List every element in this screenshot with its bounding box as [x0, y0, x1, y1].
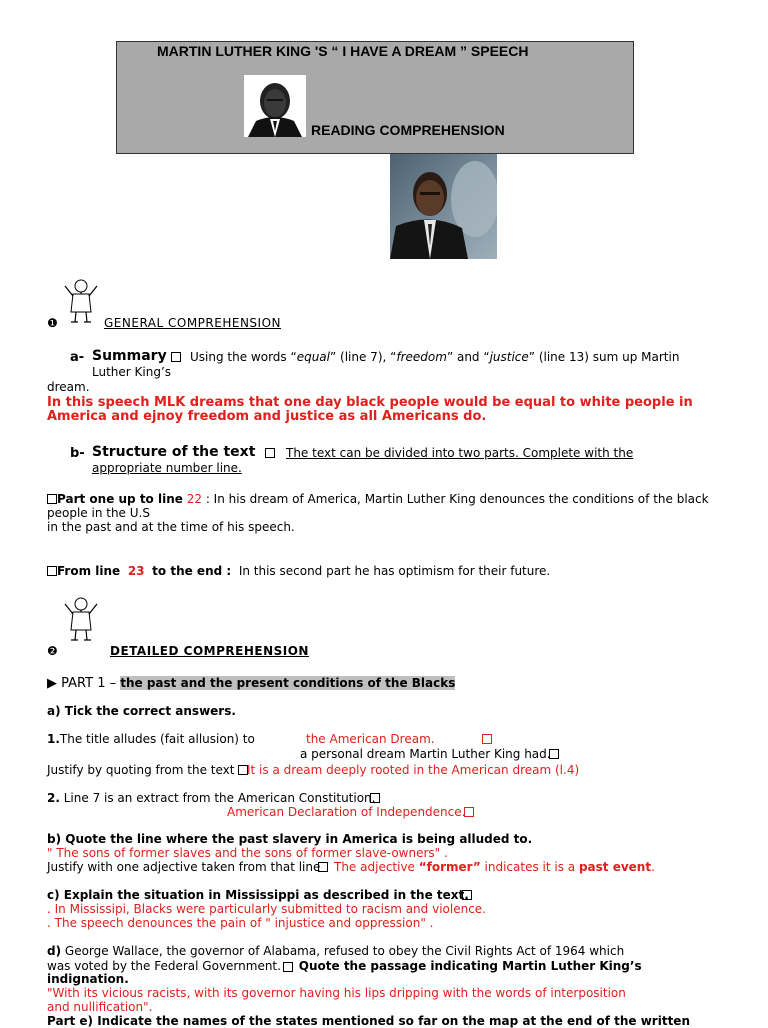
summary-instr-part3: ” and “	[446, 350, 490, 364]
q1-option1: the American Dream.	[306, 732, 435, 746]
summary-answer-line1: In this speech MLK dreams that one day black people would be equal to white people in	[47, 395, 693, 410]
section2-title: DETAILED COMPREHENSION	[110, 644, 309, 658]
question-b-justify: Justify with one adjective taken from that line	[47, 860, 321, 874]
question-b-answer2	[334, 860, 655, 874]
q1-row	[47, 732, 255, 746]
header-box	[116, 41, 634, 154]
part-dash: –	[109, 676, 117, 691]
summary-label: a-	[70, 350, 85, 365]
question-b-answer: " The sons of former slaves and the sons of former slave-owners" .	[47, 846, 448, 860]
summary-instr-part2: ” (line 7), “	[330, 350, 397, 364]
part2-label: From line	[57, 564, 121, 578]
q2-number: 2.	[47, 791, 60, 805]
part1-heading	[47, 676, 455, 691]
summary-instruction-line3: dream.	[47, 380, 90, 394]
question-d-answer2: and nullification".	[47, 1000, 153, 1014]
structure-checkbox[interactable]	[265, 448, 275, 458]
part1-checkbox[interactable]	[47, 494, 57, 504]
structure-title: Structure of the text	[92, 444, 256, 460]
question-d-checkbox[interactable]	[283, 962, 293, 972]
question-c-answer1: . In Mississipi, Blacks were particularly submitted to racism and violence.	[47, 902, 486, 916]
part1-text-line3: in the past and at the time of his speech.	[47, 520, 295, 534]
q2-text: Line 7 is an extract from the American Constitution.	[63, 791, 376, 805]
qb-ans2-past-event: past event	[578, 860, 652, 874]
cartoon-figure-icon-2	[62, 596, 100, 644]
summary-answer-line2: America and ejnoy freedom and justice as all Americans do.	[47, 409, 487, 424]
part2-text: In this second part he has optimism for their future.	[238, 564, 551, 578]
q2-row	[47, 791, 375, 805]
qd-label: d)	[47, 944, 62, 958]
word-equal: equal	[296, 350, 330, 364]
structure-instruction-line1: The text can be divided into two parts. Complete with the	[286, 446, 634, 460]
part2-row	[57, 564, 550, 578]
section1-title: GENERAL COMPREHENSION	[104, 316, 281, 330]
summary-checkbox[interactable]	[171, 352, 181, 362]
structure-label: b-	[70, 446, 85, 461]
mlk-portrait-small	[244, 75, 306, 137]
question-c-answer2: . The speech denounces the pain of " injustice and oppression" .	[47, 916, 434, 930]
summary-instruction-line2: Luther King’s	[92, 365, 172, 379]
question-d-quote-line2: indignation.	[47, 972, 129, 986]
q1-number: 1.	[47, 732, 60, 746]
question-d-answer1: "With its vicious racists, with its governor having his lips dripping with the words of interposition	[47, 986, 626, 1000]
qd-quote-line1: Quote the passage indicating Martin Luther King’s	[298, 959, 642, 973]
part-title: the past and the present conditions of the Blacks	[120, 676, 456, 690]
part-marker: ▶ PART 1	[47, 676, 106, 691]
cartoon-figure-icon	[62, 278, 100, 326]
part2-line-number: 23	[127, 564, 145, 578]
part1-row	[57, 492, 709, 506]
question-d-line2	[47, 959, 642, 973]
q1-option2-checkbox[interactable]	[549, 749, 559, 759]
summary-title: Summary	[92, 348, 167, 364]
qb-ans2-former: “former”	[418, 860, 481, 874]
q1-answer: It is a dream deeply rooted in the American dream (l.4)	[247, 763, 580, 777]
question-c-title: c) Explain the situation in Mississippi as described in the text.	[47, 888, 469, 902]
part1-text-line2: people in the U.S	[47, 506, 150, 520]
question-e-text: Part e) Indicate the names of the states mentioned so far on the map at the end of the written	[47, 1014, 690, 1028]
part1-line-number: 22	[186, 492, 202, 506]
word-freedom: freedom	[396, 350, 447, 364]
question-b-title: b) Quote the line where the past slavery in America is being alluded to.	[47, 832, 533, 846]
word-justice: justice	[489, 350, 529, 364]
q1-option1-checkbox[interactable]	[482, 734, 492, 744]
summary-instruction	[190, 350, 679, 364]
question-a-title: a) Tick the correct answers.	[47, 704, 236, 718]
part1-label: Part one up to line	[57, 492, 183, 506]
mlk-portrait-large	[390, 154, 497, 259]
q2-option1-checkbox[interactable]	[370, 793, 380, 803]
q1-justify: Justify by quoting from the text	[47, 763, 235, 777]
page-subtitle: READING COMPREHENSION	[311, 122, 505, 138]
page-title: MARTIN LUTHER KING 'S “ I HAVE A DREAM ” SPEECH	[157, 43, 529, 59]
q2-option2: American Declaration of Independence.	[227, 805, 466, 819]
question-b-checkbox[interactable]	[318, 862, 328, 872]
part1-text-line1: : In his dream of America, Martin Luther King denounces the conditions of the black	[205, 492, 709, 506]
question-c-checkbox[interactable]	[462, 890, 472, 900]
section1-number: ❶	[47, 316, 58, 330]
q1-text: The title alludes (fait allusion) to	[59, 732, 255, 746]
qb-ans2-part1: The adjective	[334, 860, 419, 874]
part2-checkbox[interactable]	[47, 566, 57, 576]
qb-ans2-part3: indicates it is a	[480, 860, 579, 874]
summary-instr-part4: ” (line 13) sum up Martin	[528, 350, 680, 364]
qd-text-line2: was voted by the Federal Government.	[47, 959, 281, 973]
section2-number: ❷	[47, 644, 58, 658]
question-d-line1	[47, 944, 624, 958]
part2-label2: to the end :	[152, 564, 232, 578]
structure-instruction-line2: appropriate number line.	[92, 461, 242, 475]
q2-option2-checkbox[interactable]	[464, 807, 474, 817]
qb-ans2-period: .	[651, 860, 655, 874]
q1-option2: a personal dream Martin Luther King had.	[300, 747, 551, 761]
summary-instr-part1: Using the words “	[190, 350, 297, 364]
qd-text-line1: George Wallace, the governor of Alabama, refused to obey the Civil Rights Act of 1964 which	[64, 944, 625, 958]
